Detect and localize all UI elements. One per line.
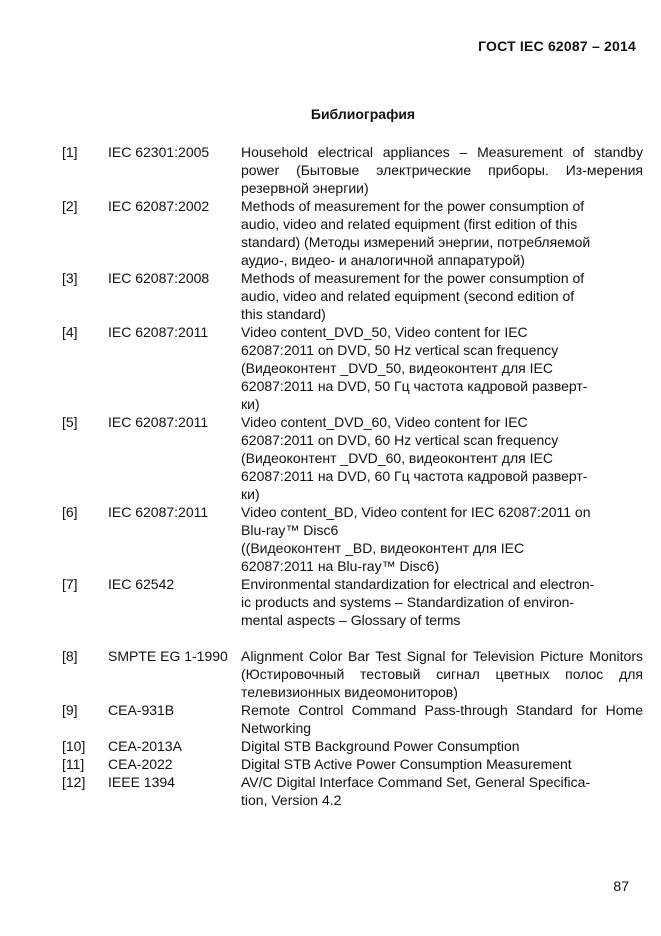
entry-code: CEA-2022 (108, 756, 173, 772)
document-header: ГОСТ IEC 62087 – 2014 (478, 38, 636, 54)
entry-description: AV/C Digital Interface Command Set, General Specifica- tion, Version 4.2 (241, 774, 591, 808)
bibliography-entry-12 (62, 773, 643, 809)
bibliography-entry-7 (62, 575, 643, 629)
entry-number: [2] (62, 198, 78, 214)
entry-code: IEC 62542 (108, 576, 175, 592)
entry-number: [9] (62, 702, 78, 718)
entry-code: CEA-931B (108, 702, 175, 718)
entry-description: Video content_DVD_50, Video content for IEC 62087:2011 on DVD, 50 Hz vertical scan frequency (Видеоконтент _DVD_50, видеоконтент для IEC 62087:2011 на DVD, 50 Гц частота кадровой разверт- ки) (241, 324, 588, 412)
entry-number: [5] (62, 414, 78, 430)
bibliography-entry-5 (62, 413, 643, 503)
entry-code: IEC 62087:2002 (108, 198, 210, 214)
bibliography-entry-10 (62, 737, 643, 755)
entry-description: Digital STB Background Power Consumption (241, 738, 520, 754)
entry-code: IEC 62087:2011 (108, 504, 209, 520)
entry-code: IEC 62087:2011 (108, 324, 209, 340)
entry-description: Remote Control Command Pass-through Standard for Home Networking (241, 702, 643, 736)
entry-description: Environmental standardization for electrical and electron- ic products and systems – Standardization of environ- mental aspects – Glossary of terms (241, 576, 595, 628)
bibliography-entry-8 (62, 647, 643, 701)
bibliography-entry-1 (62, 143, 643, 197)
entry-description: Digital STB Active Power Consumption Measurement (241, 756, 572, 772)
entry-number: [8] (62, 648, 78, 664)
entry-number: [1] (62, 144, 78, 160)
bibliography-entry-9 (62, 701, 643, 737)
bibliography-entry-3 (62, 269, 643, 323)
entry-code: IEC 62087:2011 (108, 414, 209, 430)
entry-number: [12] (62, 774, 86, 790)
bibliography-list (62, 143, 643, 809)
entry-number: [10] (62, 738, 86, 754)
entry-code: IEC 62301:2005 (108, 144, 210, 160)
entry-description: Video content_DVD_60, Video content for IEC 62087:2011 on DVD, 60 Hz vertical scan frequency (Видеоконтент _DVD_60, видеоконтент для IEC 62087:2011 на DVD, 60 Гц частота кадровой разверт- ки) (241, 414, 588, 502)
entry-description: Household electrical appliances – Measurement of standby power (Бытовые электрические приборы. Из-мерения резервной энергии) (241, 144, 643, 196)
entry-description: Methods of measurement for the power consumption of audio, video and related equipment (second edition of this standard) (241, 270, 585, 322)
bibliography-entry-6 (62, 503, 643, 575)
bibliography-entry-4 (62, 323, 643, 413)
entry-number: [11] (62, 756, 85, 772)
entry-number: [3] (62, 270, 78, 286)
entry-description: Alignment Color Bar Test Signal for Television Picture Monitors (Юстировочный тестовый сигнал цветных полос для телевизионных видеомониторов) (241, 648, 643, 700)
entry-code: IEEE 1394 (108, 774, 175, 790)
entry-number: [7] (62, 576, 78, 592)
entry-code: CEA-2013A (108, 738, 182, 754)
bibliography-entry-2 (62, 197, 643, 269)
entry-number: [6] (62, 504, 78, 520)
entry-number: [4] (62, 324, 78, 340)
entry-description: Methods of measurement for the power consumption of audio, video and related equipment (first edition of this standard) (Методы измерений энергии, потребляемой аудио-, видео- и аналогичной аппаратурой) (241, 198, 591, 268)
entry-code: SMPTE EG 1-1990 (108, 648, 228, 664)
bibliography-entry-11 (62, 755, 643, 773)
page-number: 87 (613, 878, 629, 894)
entry-code: IEC 62087:2008 (108, 270, 210, 286)
entry-description: Video content_BD, Video content for IEC 62087:2011 on Blu-ray™ Disc6 ((Видеоконтент _BD, видеоконтент для IEC 62087:2011 на Blu-ray™ Disc6) (241, 504, 591, 574)
page-title: Библиография (310, 106, 416, 122)
